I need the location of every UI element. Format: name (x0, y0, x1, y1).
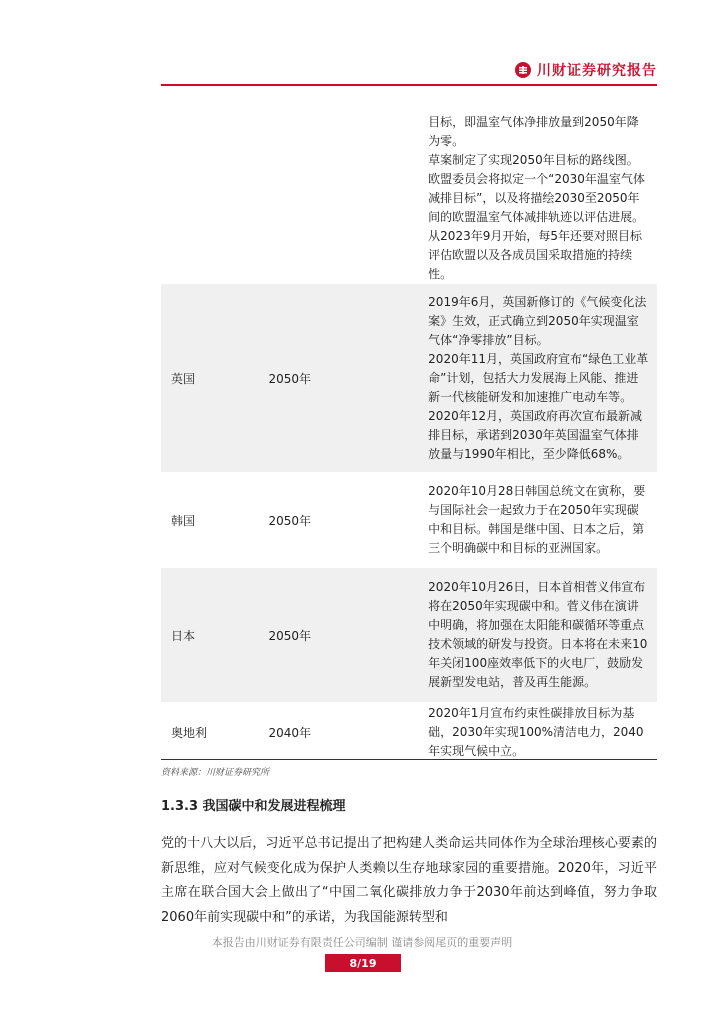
section-number: 1.3.3 (161, 799, 199, 814)
year-cell: 2050年 (268, 568, 416, 702)
detail-text: 2019年6月，英国新修订的《气候变化法案》生效，正式确立到2050年实现温室气体“净零排放”目标。 2020年11月，英国政府宣布“绿色工业革命”计划，包括大力发展海上风能、推进新一代核能研发和加速推广电动车等。2020年12月，英国政府再次宣布最新减排目标，承诺到2030年英国温室气体排放量与1990年相比，至少降低68%。 (428, 294, 649, 461)
section-title: 我国碳中和发展进程梳理 (202, 799, 346, 814)
country-cell: 韩国 (161, 472, 268, 568)
page-number: 8/19 (325, 954, 401, 972)
table-row (161, 472, 657, 568)
country-cell: 英国 (161, 284, 268, 472)
detail-text: 2020年1月宣布约束性碳排放目标为基础，2030年实现100%清洁电力，2040年实现气候中立。 (428, 705, 644, 758)
table-row (161, 112, 657, 284)
detail-cell (416, 284, 657, 472)
body-paragraph (161, 832, 657, 930)
footer-disclaimer: 本报告由川财证券有限责任公司编制 谨请参阅尾页的重要声明 (211, 936, 513, 949)
detail-text: 目标，即温室气体净排放量到2050年降为零。 草案制定了实现2050年目标的路线图。欧盟委员会将拟定一个“2030年温室气体减排目标”，以及将描绘2030至2050年间的欧盟温室气体减排轨迹以评估进展。从2023年9月开始，每5年还要对照目标评估欧盟以及各成员国采取措施的持续性。 (428, 114, 645, 281)
carbon-neutral-table (161, 112, 657, 762)
year-cell: 2050年 (268, 472, 416, 568)
country-cell (161, 112, 268, 284)
country-cell: 奥地利 (161, 702, 268, 762)
detail-text: 2020年10月26日，日本首相菅义伟宣布将在2050年实现碳中和。菅义伟在演讲中明确，将加强在太阳能和碳循环等重点技术领域的研发与投资。日本将在未来10年关闭100座效率低下的火电厂，鼓励发展新型发电站，普及再生能源。 (428, 580, 648, 689)
detail-cell (416, 472, 657, 568)
year-cell: 2040年 (268, 702, 416, 762)
brand-name: 川财证券研究报告 (537, 63, 657, 79)
brand-logo-icon (515, 62, 531, 78)
paragraph-text: 党的十八大以后，习近平总书记提出了把构建人类命运共同体作为全球治理核心要素的新思维，应对气候变化成为保护人类赖以生存地球家园的重要措施。2020年，习近平主席在联合国大会上做出了“中国二氧化碳排放力争于2030年前达到峰值，努力争取2060年前实现碳中和”的承诺，为我国能源转型和 (161, 836, 657, 925)
page-header (161, 56, 657, 86)
detail-cell (416, 568, 657, 702)
detail-cell (416, 112, 657, 284)
table-row (161, 568, 657, 702)
country-cell: 日本 (161, 568, 268, 702)
source-note: 资料来源：川财证券研究所 (161, 768, 270, 778)
detail-text: 2020年10月28日韩国总统文在寅称，要与国际社会一起致力于在2050年实现碳中和目标。韩国是继中国、日本之后，第三个明确碳中和目标的亚洲国家。 (428, 484, 646, 555)
year-cell: 2050年 (268, 284, 416, 472)
table-bottom-rule (161, 759, 657, 760)
brand-logo (515, 60, 657, 80)
detail-cell (416, 702, 657, 762)
table-row (161, 702, 657, 762)
year-cell (268, 112, 416, 284)
table-row (161, 284, 657, 472)
section-heading (161, 795, 346, 814)
